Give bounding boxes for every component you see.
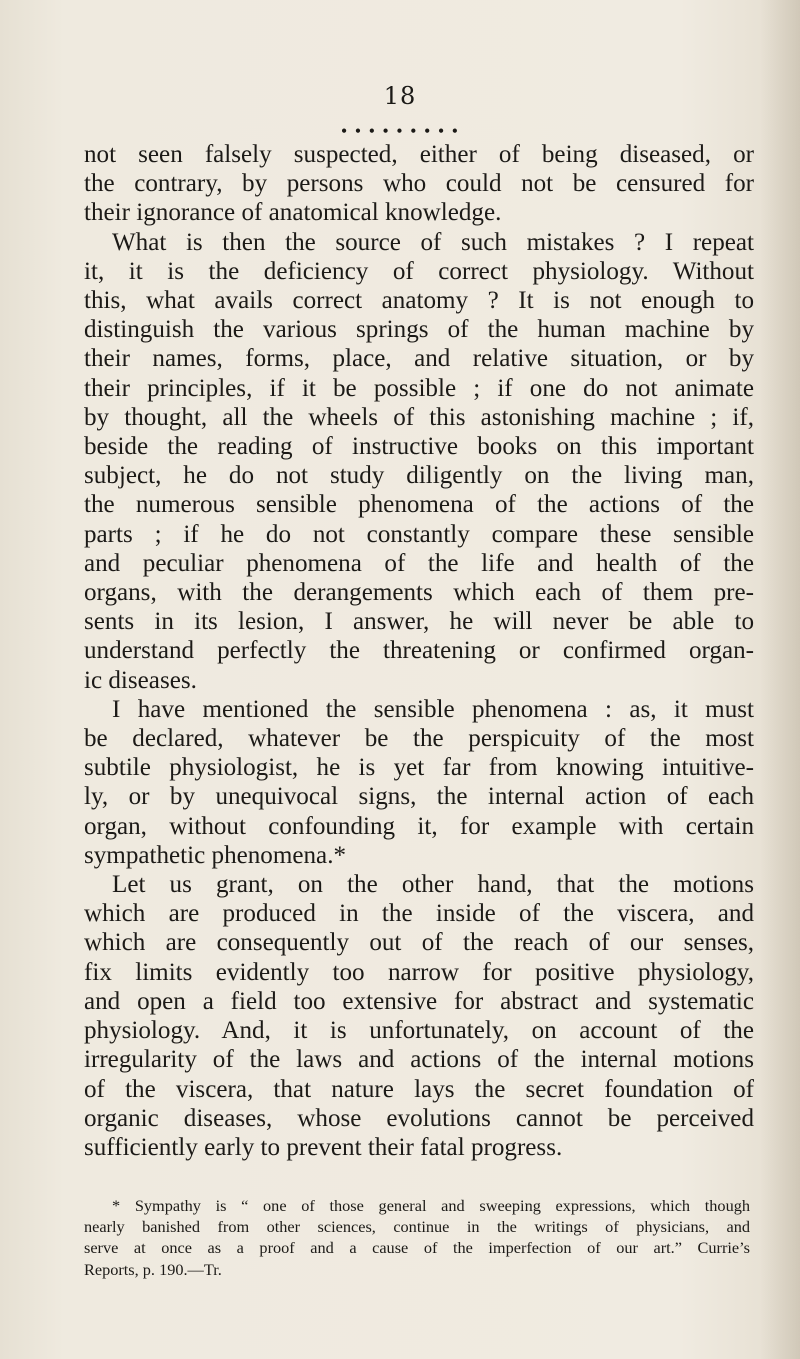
text-line: their names, forms, place, and relative situation, or by	[84, 345, 754, 373]
footnote-line: nearly banished from other sciences, continue in the writings of physicians, and	[84, 1217, 750, 1237]
text-line: the contrary, by persons who could not be censured for	[84, 170, 754, 198]
text-line: sympathetic phenomena.*	[84, 841, 347, 869]
text-line: subject, he do not study diligently on the living man,	[84, 462, 754, 490]
text-line: which are consequently out of the reach of our senses,	[84, 929, 754, 957]
text-line: this, what avails correct anatomy ? It is not enough to	[84, 287, 754, 315]
footnote-line: serve at once as a proof and a cause of the imperfection of our art.” Currie’s	[84, 1238, 750, 1258]
text-line: parts ; if he do not constantly compare these sensible	[84, 520, 754, 548]
text-line: beside the reading of instructive books on this important	[84, 433, 754, 461]
text-line: be declared, whatever be the perspicuity of the most	[84, 725, 754, 753]
text-line: sufficiently early to prevent their fatal progress.	[84, 1133, 563, 1161]
text-line: distinguish the various springs of the human machine by	[84, 316, 754, 344]
text-line: subtile physiologist, he is yet far from knowing intuitive-	[84, 754, 754, 782]
text-line: the numerous sensible phenomena of the actions of the	[84, 491, 754, 519]
text-line: organic diseases, whose evolutions cannot be perceived	[84, 1104, 754, 1132]
text-line: irregularity of the laws and actions of the internal motions	[84, 1046, 754, 1074]
text-line: organ, without confounding it, for example with certain	[84, 812, 754, 840]
text-line: and open a field too extensive for abstract and systematic	[84, 987, 754, 1015]
text-line: fix limits evidently too narrow for positive physiology,	[84, 958, 754, 986]
text-line: by thought, all the wheels of this astonishing machine ; if,	[84, 403, 754, 431]
text-line: What is then the source of such mistakes ? I repeat	[112, 228, 754, 256]
signature-mark: • • • • • • • • •	[340, 124, 460, 138]
body-text	[84, 140, 754, 1162]
text-line: physiology. And, it is unfortunately, on account of the	[84, 1017, 754, 1045]
text-line: Let us grant, on the other hand, that the motions	[112, 871, 754, 899]
page-number: 18	[383, 82, 417, 110]
text-line: their principles, if it be possible ; if one do not animate	[84, 374, 754, 402]
text-line: ic diseases.	[84, 666, 197, 694]
footnote	[84, 1195, 750, 1280]
page-edge-shadow	[760, 0, 800, 1359]
text-line: sents in its lesion, I answer, he will never be able to	[84, 608, 754, 636]
text-line: it, it is the deficiency of correct physiology. Without	[84, 257, 754, 285]
footnote-line: * Sympathy is “ one of those general and sweeping expressions, which though	[112, 1196, 750, 1215]
text-line: ly, or by unequivocal signs, the internal action of each	[84, 783, 754, 811]
text-line: and peculiar phenomena of the life and health of the	[84, 549, 754, 577]
footnote-line: Reports, p. 190.—Tr.	[84, 1259, 222, 1279]
text-line: their ignorance of anatomical knowledge.	[84, 199, 502, 227]
text-line: which are produced in the inside of the viscera, and	[84, 900, 754, 928]
text-line: I have mentioned the sensible phenomena : as, it must	[112, 695, 754, 723]
text-line: organs, with the derangements which each of them pre-	[84, 579, 754, 607]
text-line: not seen falsely suspected, either of being diseased, or	[84, 141, 754, 168]
text-line: of the viscera, that nature lays the secret foundation of	[84, 1075, 754, 1103]
text-line: understand perfectly the threatening or confirmed organ-	[84, 637, 754, 665]
